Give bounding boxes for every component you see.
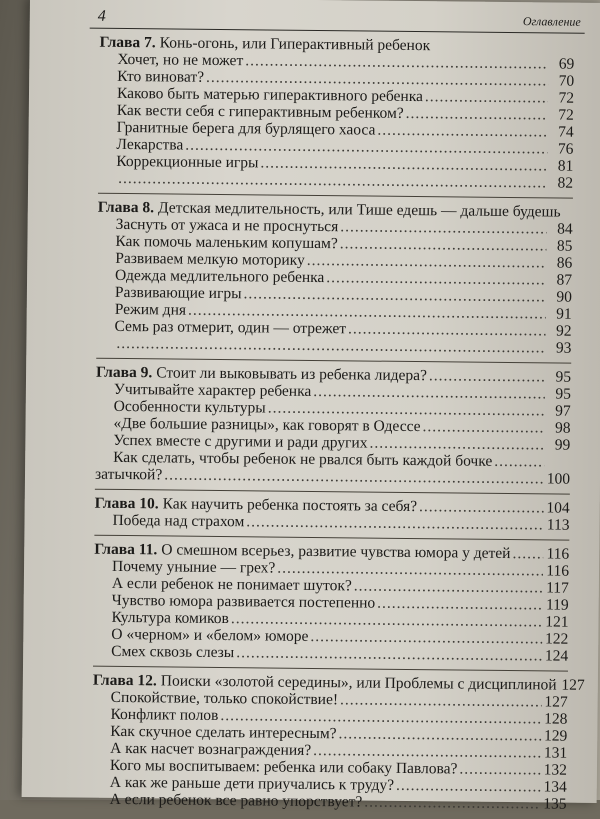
toc-entry-title: «Две большие разницы», как говорят в Одессе bbox=[113, 415, 420, 435]
toc-entry-title: Развиваем мелкую моторику bbox=[115, 250, 305, 269]
chapter-page-number: 104 bbox=[546, 499, 570, 516]
dot-leader bbox=[422, 418, 544, 436]
toc-page-number: 72 bbox=[550, 106, 574, 123]
toc-entry-title: Конфликт полов bbox=[110, 706, 218, 724]
toc-entry-title: Режим дня bbox=[115, 301, 186, 319]
toc-page-number: 97 bbox=[547, 402, 571, 419]
dot-leader bbox=[340, 235, 547, 254]
dot-leader bbox=[396, 777, 541, 796]
dot-leader bbox=[377, 595, 543, 614]
dot-leader bbox=[246, 513, 543, 533]
toc-entry-title: Хочет, но не может bbox=[117, 51, 243, 69]
chapter-title: Как научить ребенка постоять за себя? bbox=[163, 495, 418, 515]
page-number: 4 bbox=[98, 8, 106, 26]
toc-page-number: 76 bbox=[549, 140, 573, 157]
chapter-title: Детская медлительность, или Тише едешь — дальше будешь bbox=[158, 199, 561, 220]
toc-entry-title: Гранитные берега для бурлящего хаоса bbox=[117, 119, 376, 139]
chapter-page-number: 127 bbox=[561, 677, 585, 694]
toc-page-number: 95 bbox=[547, 385, 571, 402]
toc-page-number: 90 bbox=[548, 288, 572, 305]
toc-page-number: 129 bbox=[543, 727, 567, 744]
chapter-section bbox=[94, 489, 569, 534]
toc-page-number: 72 bbox=[550, 89, 574, 106]
toc-entry bbox=[95, 466, 570, 488]
toc-page-number: 91 bbox=[548, 305, 572, 322]
toc-page-number: 116 bbox=[545, 562, 569, 579]
toc-page-number: 87 bbox=[548, 271, 572, 288]
toc-entry-title: Семь раз отмерит, один — отрежет bbox=[114, 318, 346, 337]
toc-page-number: 92 bbox=[547, 322, 571, 339]
toc-page-number: 121 bbox=[544, 613, 568, 630]
page-header bbox=[90, 8, 585, 34]
toc-entry-title: А как же раньше дети приучались к труду? bbox=[110, 774, 394, 794]
dot-leader bbox=[236, 644, 542, 664]
chapter-label: Глава 10. bbox=[95, 495, 159, 513]
toc-entry-title: А как насчет вознаграждения? bbox=[110, 740, 311, 759]
table-of-contents bbox=[91, 34, 574, 819]
toc-page-number: 131 bbox=[543, 744, 567, 761]
chapter-title: О смешном всерьез, развитие чувства юмора у детей bbox=[161, 541, 510, 562]
dot-leader bbox=[425, 88, 548, 106]
toc-page-number: 70 bbox=[550, 72, 574, 89]
chapter-label: Глава 12. bbox=[93, 672, 157, 690]
dot-leader bbox=[354, 577, 543, 596]
chapter-section bbox=[96, 193, 573, 357]
toc-entry-title: Особенности культуры bbox=[114, 398, 266, 417]
dot-leader bbox=[459, 761, 541, 779]
toc-entry-title: Почему уныние — грех? bbox=[112, 558, 275, 577]
toc-entry bbox=[98, 170, 573, 192]
dot-leader bbox=[340, 218, 547, 237]
toc-entry bbox=[93, 643, 568, 665]
toc-page-number: 128 bbox=[543, 710, 567, 727]
chapter-section bbox=[92, 666, 568, 813]
toc-entry-title: Как сделать, чтобы ребенок не рвался быть каждой бочке bbox=[113, 449, 492, 470]
dot-leader bbox=[364, 794, 540, 813]
toc-entry-title: затычкой? bbox=[95, 466, 162, 484]
running-head: Оглавление bbox=[523, 14, 581, 30]
toc-page-number: 117 bbox=[545, 579, 569, 596]
toc-entry-title: Лекарства bbox=[116, 136, 183, 154]
toc-page-number: 86 bbox=[548, 254, 572, 271]
chapter-section bbox=[98, 34, 575, 192]
toc-entry bbox=[94, 512, 569, 534]
toc-entry-title: Кого мы воспитываем: ребенка или собаку Павлова? bbox=[110, 757, 458, 778]
chapter-label: Глава 7. bbox=[99, 34, 155, 52]
chapter-section bbox=[95, 358, 571, 488]
chapter-page-number: 116 bbox=[545, 545, 569, 562]
toc-page-number: 69 bbox=[550, 55, 574, 72]
toc-entry-title: А если ребенок все равно упорствует? bbox=[110, 791, 363, 811]
toc-entry-title: Чувство юмора развивается постепенно bbox=[112, 592, 376, 612]
toc-page-number: 82 bbox=[549, 174, 573, 191]
toc-page-number: 124 bbox=[544, 647, 568, 664]
dot-leader bbox=[116, 335, 545, 356]
toc-entry-title: Развивающие игры bbox=[115, 284, 242, 302]
toc-entry-title: Как скучное сделать интересным? bbox=[110, 723, 336, 742]
toc-entry-title: Спокойствие, только спокойствие! bbox=[111, 689, 339, 708]
chapter-title: Поиски «золотой середины», или Проблемы с дисциплиной bbox=[161, 672, 557, 693]
toc-entry-title: Заснуть от ужаса и не проснуться bbox=[116, 216, 339, 235]
dot-leader bbox=[429, 367, 545, 385]
chapter-label: Глава 9. bbox=[96, 364, 152, 382]
toc-entry-title: Смех сквозь слезы bbox=[111, 643, 234, 661]
toc-entry bbox=[96, 335, 571, 357]
chapter-page-number: 95 bbox=[547, 368, 571, 385]
book-page bbox=[22, 0, 600, 803]
dot-leader bbox=[419, 498, 544, 516]
toc-entry-title: Учитывайте характер ребенка bbox=[114, 381, 312, 400]
dot-leader bbox=[338, 725, 541, 744]
toc-page-number: 100 bbox=[546, 470, 570, 487]
chapter-title: Стоит ли выковывать из ребенка лидера? bbox=[156, 364, 427, 384]
toc-page-number: 122 bbox=[544, 630, 568, 647]
toc-page-number: 81 bbox=[549, 157, 573, 174]
chapter-label: Глава 11. bbox=[94, 541, 157, 559]
toc-page-number: 74 bbox=[550, 123, 574, 140]
toc-page-number: 99 bbox=[546, 436, 570, 453]
dot-leader bbox=[512, 545, 543, 562]
dot-leader bbox=[118, 170, 547, 191]
toc-page-number: 93 bbox=[547, 339, 571, 356]
dot-leader bbox=[340, 691, 542, 710]
toc-entry-title: Победа над страхом bbox=[112, 512, 244, 530]
toc-page-number: 132 bbox=[543, 761, 567, 778]
toc-page-number: 119 bbox=[545, 596, 569, 613]
toc-entry-title: Успех вместе с другими и ради других bbox=[113, 432, 367, 452]
toc-page-number: 85 bbox=[548, 237, 572, 254]
toc-entry-title: Каково быть матерью гиперактивного ребенка bbox=[117, 85, 423, 105]
toc-entry-title: Как помочь маленьким копушам? bbox=[115, 233, 337, 252]
dot-leader bbox=[377, 122, 547, 141]
toc-entry-title: Коррекционные игры bbox=[116, 153, 258, 171]
chapter-label: Глава 8. bbox=[98, 199, 154, 217]
dot-leader bbox=[369, 435, 544, 454]
toc-entry bbox=[92, 791, 567, 813]
dot-leader bbox=[406, 105, 548, 123]
toc-page-number: 135 bbox=[543, 795, 567, 812]
toc-page-number: 84 bbox=[549, 220, 573, 237]
toc-entry-title: Одежда медлительного ребенка bbox=[115, 267, 324, 286]
toc-page-number: 127 bbox=[544, 693, 568, 710]
dot-leader bbox=[348, 320, 546, 339]
toc-entry-title: А если ребенок не понимает шуток? bbox=[112, 575, 352, 595]
toc-entry-title: Культура комиков bbox=[111, 609, 229, 627]
toc-page-number: 98 bbox=[546, 419, 570, 436]
toc-page-number: 134 bbox=[543, 778, 567, 795]
chapter-section bbox=[93, 535, 569, 665]
toc-entry-title: О «черном» и «белом» юморе bbox=[111, 626, 308, 645]
toc-entry-title: Как вести себя с гиперактивным ребенком? bbox=[117, 102, 404, 122]
dot-leader bbox=[164, 466, 544, 487]
toc-entry-title: Кто виноват? bbox=[117, 68, 204, 86]
toc-page-number: 113 bbox=[545, 516, 569, 533]
dot-leader bbox=[494, 453, 544, 471]
chapter-title: Конь-огонь, или Гиперактивный ребенок bbox=[160, 34, 431, 54]
